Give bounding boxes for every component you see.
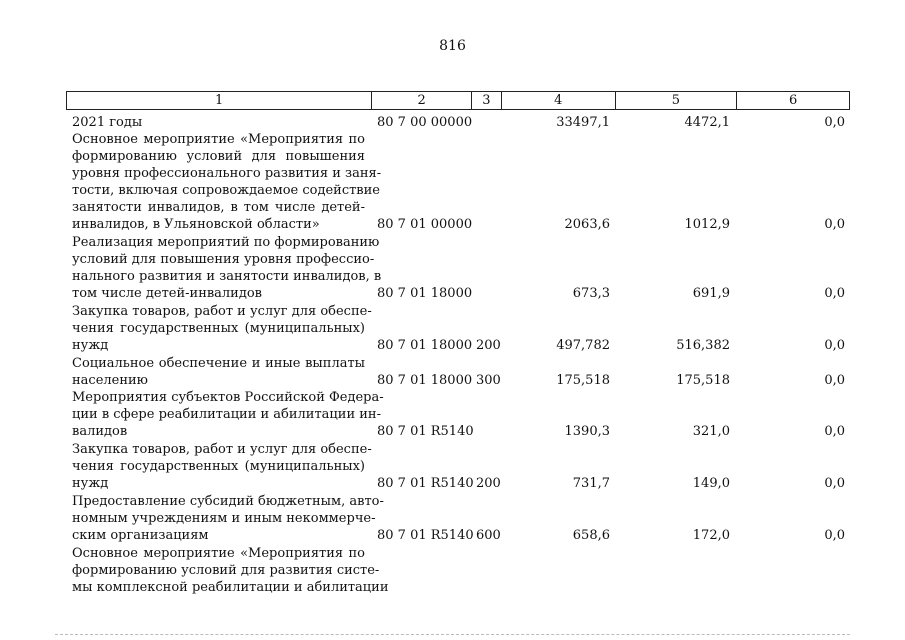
target-article-code: 80 7 01 00000 bbox=[377, 217, 473, 232]
amount-column-5: 172,0 bbox=[692, 528, 730, 543]
target-article-code: 80 7 01 18000 bbox=[377, 373, 473, 388]
column-header-6: 6 bbox=[789, 93, 798, 108]
amount-column-5: 1012,9 bbox=[684, 217, 730, 232]
row-description-line: нужд bbox=[72, 338, 109, 353]
amount-column-4: 2063,6 bbox=[564, 217, 610, 232]
amount-column-6: 0,0 bbox=[824, 286, 845, 301]
row-description-line: том числе детей-инвалидов bbox=[72, 286, 262, 301]
row-description-line: Предоставление субсидий бюджетным, авто- bbox=[72, 494, 384, 509]
row-description-line: Закупка товаров, работ и услуг для обеспе- bbox=[72, 304, 372, 319]
amount-column-4: 673,3 bbox=[572, 286, 610, 301]
row-description-line: Основное мероприятие «Мероприятия по bbox=[72, 132, 365, 147]
row-description bbox=[72, 545, 389, 596]
row-description-line: населению bbox=[72, 373, 148, 388]
amount-column-5: 175,518 bbox=[676, 373, 730, 388]
row-description bbox=[72, 441, 372, 492]
row-description-line: Реализация мероприятий по формированию bbox=[72, 235, 380, 250]
amount-column-6: 0,0 bbox=[824, 338, 845, 353]
row-description-line: валидов bbox=[72, 424, 128, 439]
row-description-line: ским организациям bbox=[72, 528, 209, 543]
expense-type-code: 200 bbox=[476, 476, 501, 491]
column-header-1: 1 bbox=[67, 92, 372, 109]
column-header-5: 5 bbox=[616, 92, 738, 109]
amount-column-5: 149,0 bbox=[692, 476, 730, 491]
amount-column-4: 658,6 bbox=[572, 528, 610, 543]
amount-column-5: 516,382 bbox=[676, 338, 730, 353]
column-header-3: 3 bbox=[472, 92, 502, 109]
row-description-line: условий для повышения уровня профессио- bbox=[72, 252, 375, 267]
amount-column-5: 321,0 bbox=[692, 424, 730, 439]
target-article-code: 80 7 01 R5140 bbox=[377, 528, 474, 543]
amount-column-5: 691,9 bbox=[692, 286, 730, 301]
row-description bbox=[72, 389, 384, 440]
amount-column-4: 175,518 bbox=[556, 373, 610, 388]
amount-column-5: 4472,1 bbox=[684, 115, 730, 130]
row-description-line: мы комплексной реабилитации и абилитации bbox=[72, 580, 389, 595]
row-description-line: занятости инвалидов, в том числе детей- bbox=[72, 200, 365, 215]
amount-column-6: 0,0 bbox=[824, 476, 845, 491]
row-description-line: номным учреждениям и иным некоммерче- bbox=[72, 511, 376, 526]
target-article-code: 80 7 01 R5140 bbox=[377, 476, 474, 491]
row-description-line: формированию условий для развития систе- bbox=[72, 563, 380, 578]
row-description bbox=[72, 131, 382, 233]
amount-column-6: 0,0 bbox=[824, 424, 845, 439]
target-article-code: 80 7 01 18000 bbox=[377, 286, 473, 301]
target-article-code: 80 7 00 00000 bbox=[377, 115, 473, 130]
amount-column-4: 33497,1 bbox=[556, 115, 610, 130]
row-description bbox=[72, 355, 365, 389]
page-number: 816 bbox=[439, 38, 466, 54]
row-description-line: Основное мероприятие «Мероприятия по bbox=[72, 546, 365, 561]
amount-column-6: 0,0 bbox=[824, 373, 845, 388]
row-description bbox=[72, 114, 365, 131]
amount-column-4: 731,7 bbox=[572, 476, 610, 491]
amount-column-6: 0,0 bbox=[824, 115, 845, 130]
row-description-line: Социальное обеспечение и иные выплаты bbox=[72, 356, 365, 371]
row-description bbox=[72, 303, 372, 354]
column-header-2: 2 bbox=[372, 92, 472, 109]
row-description-line: нального развития и занятости инвалидов, в bbox=[72, 269, 382, 284]
expense-type-code: 600 bbox=[476, 528, 501, 543]
row-description-line: формированию условий для повышения bbox=[72, 149, 365, 164]
row-description-line: Закупка товаров, работ и услуг для обеспе- bbox=[72, 442, 372, 457]
row-description-line: чения государственных (муниципальных) bbox=[72, 321, 365, 336]
target-article-code: 80 7 01 18000 bbox=[377, 338, 473, 353]
amount-column-6: 0,0 bbox=[824, 217, 845, 232]
row-description-line: уровня профессионального развития и заня- bbox=[72, 166, 382, 181]
row-description-line: чения государственных (муниципальных) bbox=[72, 459, 365, 474]
target-article-code: 80 7 01 R5140 bbox=[377, 424, 474, 439]
column-header-4: 4 bbox=[502, 92, 616, 109]
amount-column-4: 1390,3 bbox=[564, 424, 610, 439]
page-bottom-rule bbox=[55, 634, 850, 635]
row-description-line: нужд bbox=[72, 476, 109, 491]
row-description-line: ции в сфере реабилитации и абилитации ин- bbox=[72, 407, 381, 422]
row-description bbox=[72, 493, 384, 544]
row-description-line: тости, включая сопровождаемое содействие bbox=[72, 183, 380, 198]
amount-column-4: 497,782 bbox=[556, 338, 610, 353]
expense-type-code: 200 bbox=[476, 338, 501, 353]
row-description bbox=[72, 234, 382, 302]
row-description-line: инвалидов, в Ульяновской области» bbox=[72, 217, 320, 232]
row-description-line: 2021 годы bbox=[72, 115, 143, 130]
row-description-line: Мероприятия субъектов Российской Федера- bbox=[72, 390, 384, 405]
expense-type-code: 300 bbox=[476, 373, 501, 388]
table-header-row bbox=[66, 91, 850, 110]
amount-column-6: 0,0 bbox=[824, 528, 845, 543]
